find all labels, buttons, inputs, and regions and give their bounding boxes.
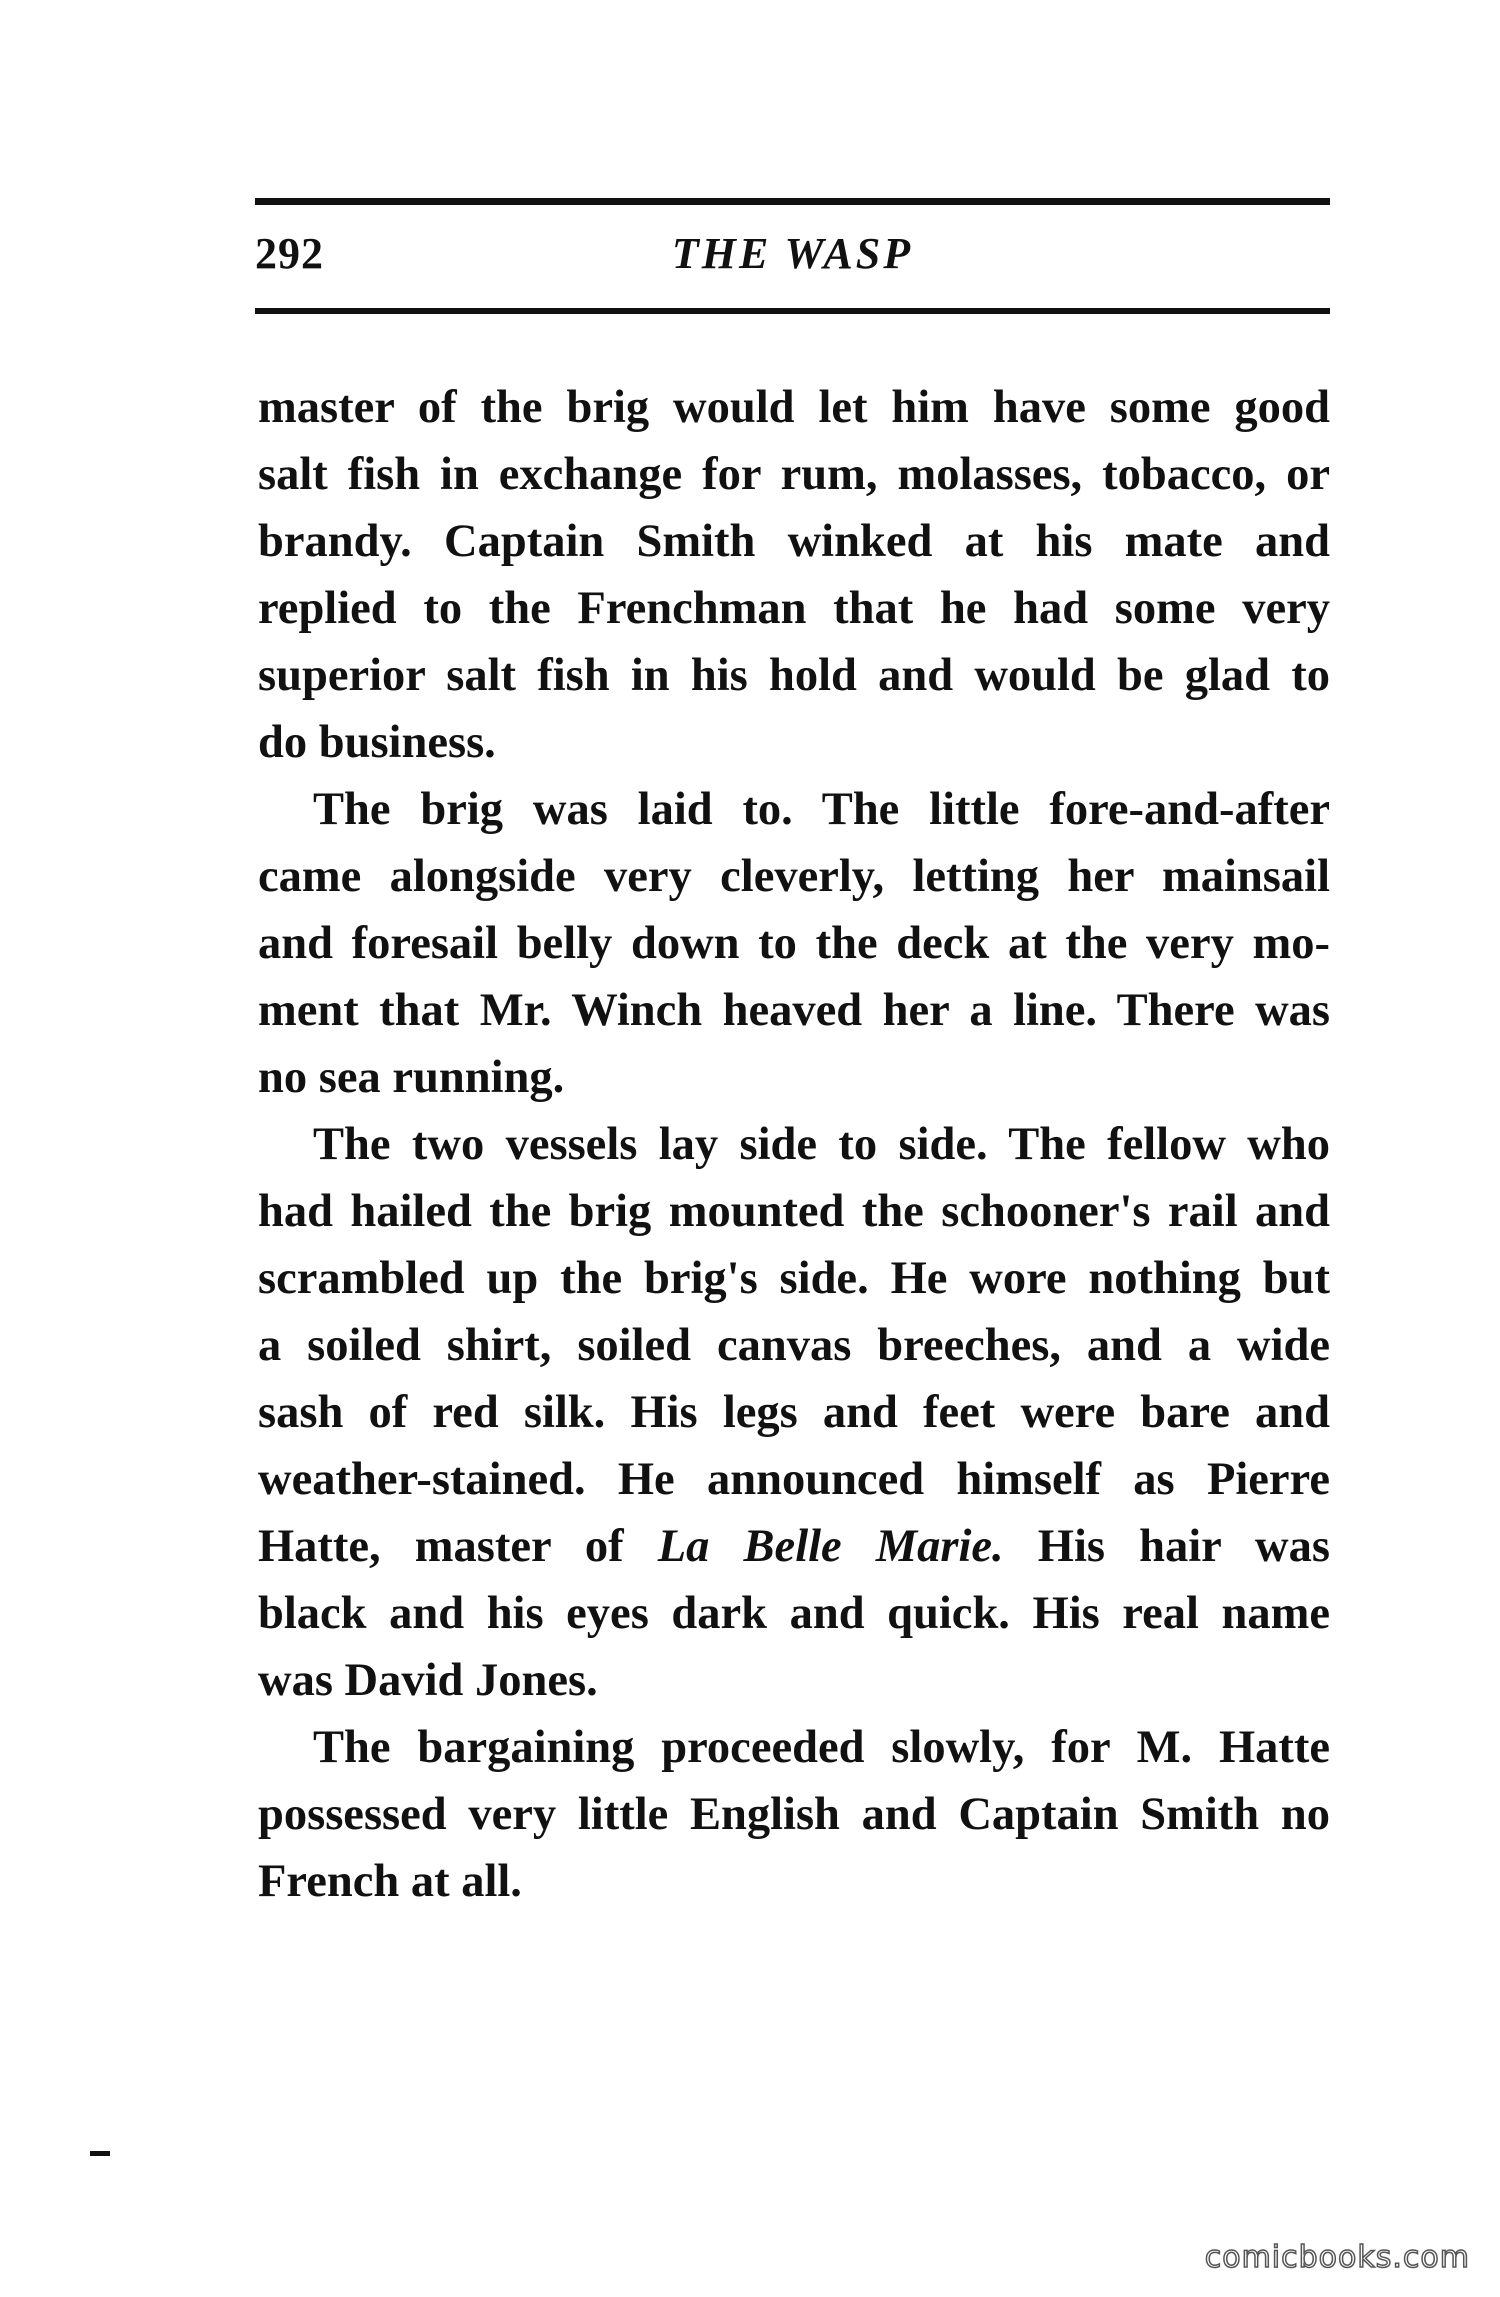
running-title: THE WASP — [671, 229, 914, 278]
header-rule-bottom — [255, 308, 1330, 314]
text-line: superior salt fish in his hold and would be glad to — [258, 650, 1330, 701]
text-line: a soiled shirt, soiled canvas breeches, and a wide — [258, 1320, 1330, 1371]
paragraph-3 — [258, 1111, 1330, 1714]
text-line: French at all. — [258, 1856, 522, 1907]
text-line: sash of red silk. His legs and feet were bare and — [258, 1387, 1330, 1438]
margin-mark — [90, 2151, 110, 2156]
text-line: scrambled up the brig's side. He wore nothing but — [258, 1253, 1330, 1304]
text-line: came alongside very cleverly, letting her mainsail — [258, 851, 1330, 902]
text-line: had hailed the brig mounted the schooner's rail and — [258, 1186, 1330, 1237]
text-line: ment that Mr. Winch heaved her a line. There was — [258, 985, 1330, 1036]
text-line: brandy. Captain Smith winked at his mate and — [258, 516, 1330, 567]
paragraph-1 — [258, 374, 1330, 776]
text-line: The two vessels lay side to side. The fellow who — [313, 1119, 1330, 1170]
text-segment: Hatte, master of — [258, 1521, 658, 1572]
paragraph-2 — [258, 776, 1330, 1111]
text-line: master of the brig would let him have some good — [258, 382, 1330, 433]
text-line-with-italic — [258, 1513, 1330, 1580]
running-head — [255, 222, 1330, 292]
text-line: salt fish in exchange for rum, molasses, tobacco, or — [258, 449, 1330, 500]
ship-name: La Belle Marie. — [657, 1521, 1004, 1572]
text-line: no sea running. — [258, 1052, 565, 1103]
text-line: do business. — [258, 717, 496, 768]
text-segment: His hair was — [1003, 1521, 1330, 1572]
paragraph-4 — [258, 1714, 1330, 1915]
header-rule-top — [255, 198, 1330, 205]
text-line: black and his eyes dark and quick. His real name — [258, 1588, 1330, 1639]
text-line: was David Jones. — [258, 1655, 598, 1706]
text-line: weather-stained. He announced himself as Pierre — [258, 1454, 1330, 1505]
text-line: possessed very little English and Captain Smith no — [258, 1789, 1330, 1840]
text-line: and foresail belly down to the deck at the very mo- — [258, 918, 1330, 969]
text-line: The bargaining proceeded slowly, for M. Hatte — [313, 1722, 1330, 1773]
body-text — [258, 374, 1330, 1915]
text-line: The brig was laid to. The little fore-and-after — [313, 784, 1330, 835]
text-line: replied to the Frenchman that he had some very — [258, 583, 1330, 634]
watermark: comicbooks.com — [1204, 2240, 1470, 2275]
page-number: 292 — [255, 229, 324, 278]
